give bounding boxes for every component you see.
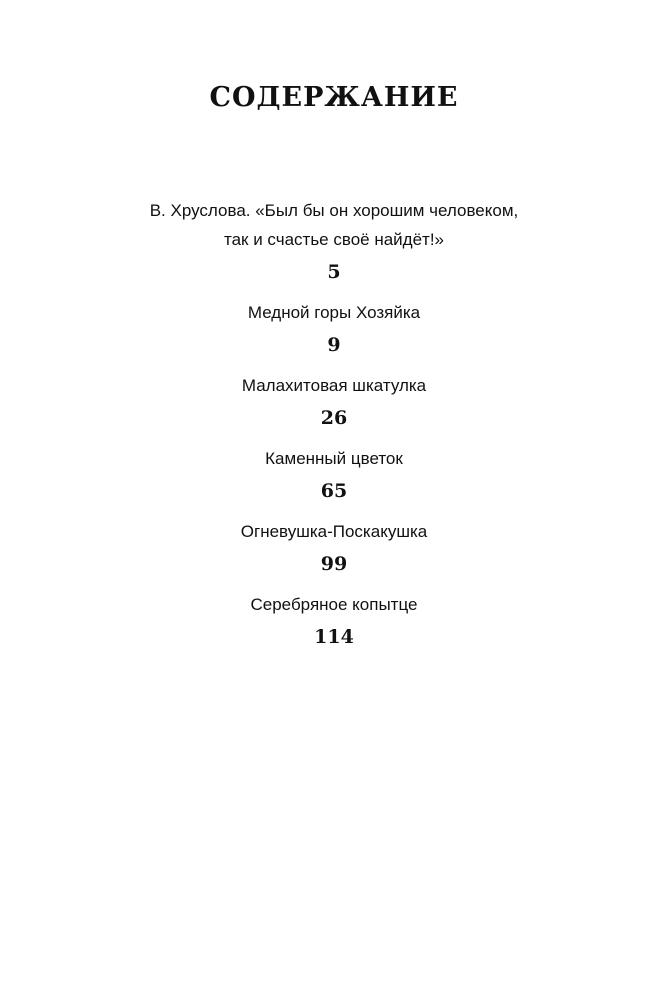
toc-entry-page-number: 65 (320, 480, 348, 502)
toc-entry-title-line: Малахитовая шкатулка (241, 376, 427, 395)
toc-entry[interactable] (0, 517, 668, 577)
toc-entry-title-line: Медной горы Хозяйка (247, 303, 421, 322)
toc-entry-title-line: так и счастье своё найдёт!» (223, 230, 445, 249)
toc-entry-title-line: В. Хруслова. «Был бы он хорошим человеком, (149, 201, 519, 220)
toc-heading: СОДЕРЖАНИЕ (209, 82, 459, 113)
toc-entry-title (0, 196, 668, 254)
toc-entry[interactable] (0, 444, 668, 504)
toc-entry-title (0, 371, 668, 400)
toc-entry-title-line: Каменный цветок (265, 449, 403, 468)
toc-entry-title-line: Огневушка-Поскакушка (240, 522, 428, 541)
toc-entry-title (0, 590, 668, 619)
toc-entry-page-number: 26 (320, 407, 348, 429)
toc-entry-title (0, 444, 668, 473)
toc-entry[interactable] (0, 590, 668, 650)
toc-entry-title (0, 298, 668, 327)
toc-entry[interactable] (0, 298, 668, 358)
toc-entry-page-number: 5 (327, 261, 341, 283)
toc-entry[interactable] (0, 196, 668, 285)
toc-entry-page-number: 9 (327, 334, 341, 356)
toc-entry-title (0, 517, 668, 546)
toc-entry[interactable] (0, 371, 668, 431)
toc-entry-page-number: 114 (314, 626, 354, 648)
toc-entry-page-number: 99 (320, 553, 348, 575)
toc-entry-title-line: Серебряное копытце (250, 595, 418, 614)
toc-list (0, 196, 668, 663)
